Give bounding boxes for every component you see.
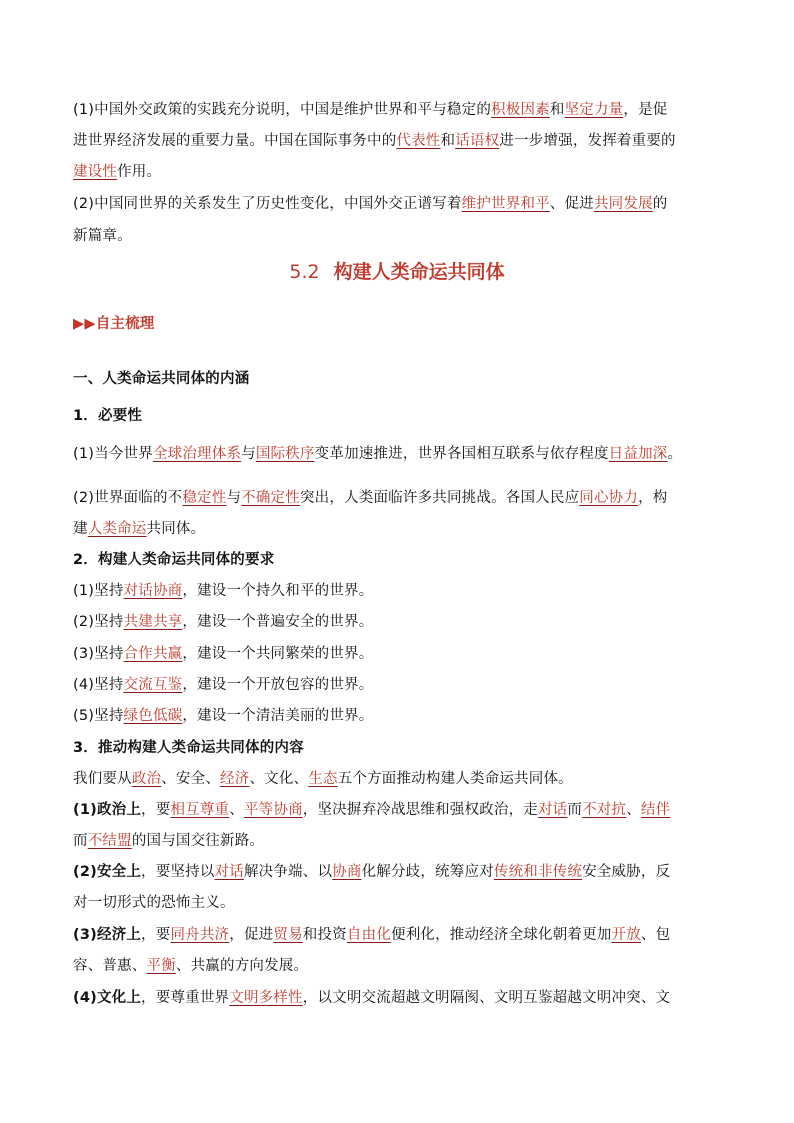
text-run: (2)中国同世界的关系发生了历史性变化，中国外交正谱写着 [73,196,462,212]
content-line [73,799,723,821]
text-run: 解决争端、以 [243,864,333,880]
text-run: 与 [226,490,242,506]
content-line [73,892,723,914]
answer-underline: 坚定力量 [564,102,624,118]
text-run: 我们要从 [73,771,132,787]
text-run: ，要 [141,927,171,943]
text-run: 和 [440,133,456,149]
text-run: 而 [567,802,583,818]
answer-underline: 国际秩序 [255,446,315,462]
answer-underline: 话语权 [455,133,500,149]
answer-underline: 贸易 [273,927,303,943]
bold-lead: (4)文化上 [73,990,142,1006]
answer-underline: 政治 [131,771,162,787]
text-run: 与 [241,446,256,462]
text-run: 。 [667,446,683,462]
answer-underline: 交流互鉴 [123,677,183,693]
answer-underline: 平等协商 [243,802,303,818]
answer-underline: 代表性 [396,133,441,149]
text-run: 、 [229,802,244,818]
paragraph-line [73,130,723,152]
text-run: 、文化、 [249,771,309,787]
answer-underline: 绿色低碳 [123,708,183,724]
answer-underline: 同心协力 [579,490,639,506]
text-run: ，建设一个普遍安全的世界。 [182,614,374,630]
answer-underline: 全球治理体系 [152,446,242,462]
content-line [73,768,723,790]
text-run: 作用。 [117,164,162,180]
answer-underline: 对话协商 [123,583,183,599]
text-run: (5)坚持 [73,708,124,724]
necessity-line [73,443,723,465]
section-title-text: 构建人类命运共同体 [333,261,505,283]
answer-underline: 自由化 [346,927,391,943]
text-run: 共同体。 [146,521,206,537]
text-run: 便利化，推动经济全球化朝着更加 [391,927,612,943]
answer-underline: 共同发展 [593,196,653,212]
text-run: ，构 [638,490,668,506]
answer-underline: 积极因素 [491,102,550,118]
text-run: 安全威胁，反 [582,864,671,880]
requirement-item [73,580,723,602]
text-run: ，要坚持以 [141,864,215,880]
paragraph-line [73,99,723,121]
requirement-item [73,674,723,696]
text-run: 的 [652,196,668,212]
text-run: 而 [73,833,88,849]
text-run: 进一步增强，发挥着重要的 [499,133,676,149]
answer-underline: 传统和非传统 [493,864,583,880]
answer-underline: 文明多样性 [229,990,303,1006]
paragraph-line [73,161,723,183]
answer-underline: 不确定性 [241,490,300,506]
answer-underline: 对话 [537,802,568,818]
text-run: 五个方面推动构建人类命运共同体。 [337,771,573,787]
bold-lead: (2)安全上 [73,864,142,880]
requirement-item [73,705,723,727]
bold-lead: (3)经济上 [73,927,142,943]
text-run: 进世界经济发展的重要力量。中国在国际事务中的 [73,133,397,149]
text-run: 、包 [640,927,671,943]
content-line [73,955,723,977]
text-run: 容、普惠、 [73,958,147,974]
paragraph-line [73,193,723,215]
answer-underline: 协商 [332,864,362,880]
answer-underline: 对话 [214,864,244,880]
section-tag: ▶▶自主梳理 [73,316,155,332]
text-run: (1)当今世界 [73,446,153,462]
answer-underline: 结伴 [640,802,671,818]
necessity-line [73,518,723,540]
requirement-item [73,643,723,665]
section-number: 5.2 [289,261,320,283]
subheading-necessity: 1．必要性 [73,408,143,424]
text-run: 化解分歧，统筹应对 [361,864,494,880]
answer-underline: 经济 [220,771,250,787]
answer-underline: 日益加深 [608,446,668,462]
text-run: 和投资 [302,927,347,943]
requirement-item [73,611,723,633]
text-run: 建 [73,521,88,537]
text-run: ，建设一个持久和平的世界。 [182,583,374,599]
subheading-content: 3．推动构建人类命运共同体的内容 [73,740,304,756]
text-run: 突出，人类面临许多共同挑战。各国人民应 [299,490,580,506]
text-run: ，建设一个清洁美丽的世界。 [182,708,374,724]
text-run: ，建设一个开放包容的世界。 [182,677,374,693]
text-run: 对一切形式的恐怖主义。 [73,895,235,911]
text-run: (4)坚持 [73,677,124,693]
text-run: 、促进 [549,196,594,212]
answer-underline: 共建共享 [123,614,183,630]
paragraph-line [73,225,723,247]
text-run: (3)坚持 [73,646,124,662]
answer-underline: 不对抗 [582,802,627,818]
text-run: 、共赢的方向发展。 [175,958,309,974]
text-run: (2)坚持 [73,614,124,630]
answer-underline: 稳定性 [182,490,227,506]
content-line [73,861,723,883]
text-run: 、 [626,802,641,818]
bold-lead: (1)政治上 [73,802,142,818]
text-run: ，是促 [623,102,668,118]
section-title [0,258,794,286]
necessity-line [73,487,723,509]
text-run: (2)世界面临的不 [73,490,183,506]
text-run: 新篇章。 [73,228,132,244]
answer-underline: 合作共赢 [123,646,183,662]
answer-underline: 同舟共济 [170,927,230,943]
content-line [73,830,723,852]
text-run: ，促进 [229,927,274,943]
text-run: 和 [549,102,565,118]
subheading-requirements: 2．构建人类命运共同体的要求 [73,552,275,568]
answer-underline: 生态 [308,771,338,787]
text-run: ，建设一个共同繁荣的世界。 [182,646,374,662]
text-run: ，以文明交流超越文明隔阂、文明互鉴超越文明冲突、文 [302,990,671,1006]
text-run: ，要 [141,802,171,818]
text-run: ，要尊重世界 [141,990,230,1006]
answer-underline: 建设性 [73,164,118,180]
text-run: 的国与国交往新路。 [131,833,265,849]
text-run: 变革加速推进，世界各国相互联系与依存程度 [314,446,609,462]
answer-underline: 维护世界和平 [461,196,550,212]
text-run: (1)坚持 [73,583,124,599]
text-run: (1)中国外交政策的实践充分说明，中国是维护世界和平与稳定的 [73,102,492,118]
content-line [73,924,723,946]
heading-1: 一、人类命运共同体的内涵 [73,371,250,387]
answer-underline: 开放 [611,927,641,943]
answer-underline: 不结盟 [87,833,132,849]
answer-underline: 平衡 [146,958,176,974]
text-run: ，坚决摒弃冷战思维和强权政治，走 [302,802,538,818]
content-line [73,987,723,1009]
answer-underline: 人类命运 [87,521,147,537]
text-run: 、安全、 [161,771,221,787]
answer-underline: 相互尊重 [170,802,230,818]
